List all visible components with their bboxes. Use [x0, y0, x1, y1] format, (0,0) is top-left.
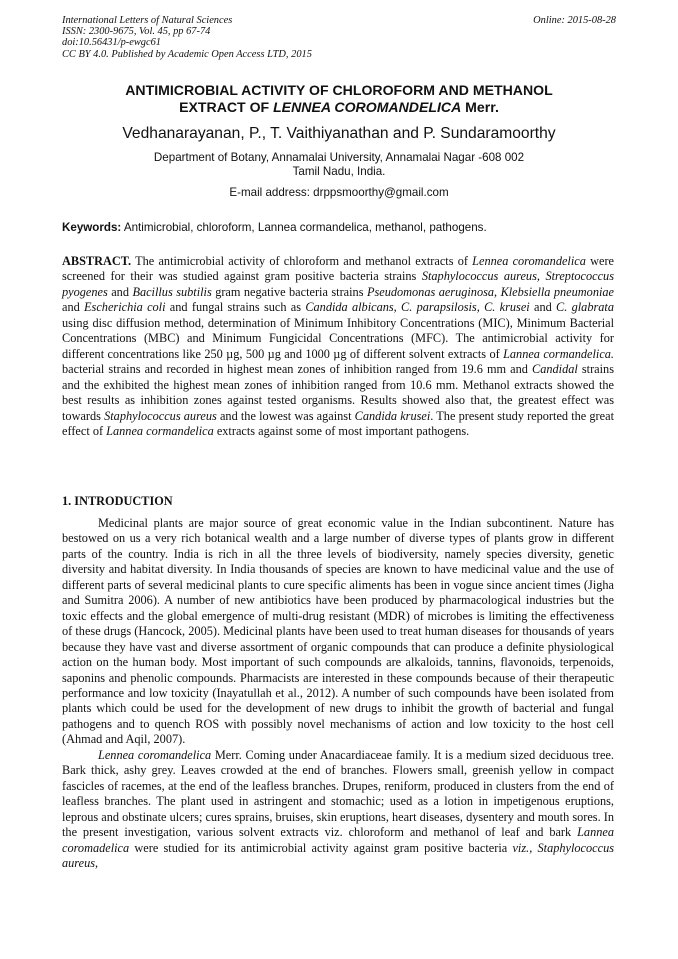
email-address: E-mail address: drppsmoorthy@gmail.com [229, 186, 449, 199]
paragraph-text: were studied for its antimicrobial activity against gram positive bacteria [129, 840, 513, 855]
title-prefix: EXTRACT OF [179, 99, 274, 115]
keywords-text: Antimicrobial, chloroform, Lannea cormandelica, methanol, pathogens. [121, 221, 487, 234]
species-name: Lannea coromadelica [62, 825, 614, 855]
title-suffix: Merr. [461, 99, 499, 115]
species-name: Pseudomonas aeruginosa, Klebsiella pneumoniae [366, 284, 614, 299]
abstract-text: were screened for their was studied against gram positive bacteria strains [62, 254, 614, 284]
abstract-text: and [107, 284, 133, 299]
abstract-text: gram negative bacteria strains [211, 284, 367, 299]
abstract-text: and [529, 300, 557, 315]
affiliation-line-2: Tamil Nadu, India. [292, 165, 386, 179]
paragraph-text: Merr. Coming under Anacardiaceae family. It is a medium sized deciduous tree. Bark thick, ashy grey. Leaves crowded at the end of branches. Flowers small, greenish yellow in compact fascicles of racemes, at the end of the leafless branches. Drupes, reniform, produced in clusters from the end of leafless branches. The plant used in astringent and stomachic; used as a lotion in impetigenous eruptions, leprous and obstinate ulcers; cures sprains, bruises, skin eruptions, heart diseases, dysentery and mouth sores. In the present investigation, various solvent extracts viz. chloroform and methanol of leaf and bark [62, 747, 614, 840]
title-line-1: ANTIMICROBIAL ACTIVITY OF CHLOROFORM AND METHANOL [125, 82, 553, 98]
affiliation-line-1: Department of Botany, Annamalai University, Annamalai Nagar -608 002 [153, 151, 525, 164]
abstract-text: and the lowest was against [216, 408, 355, 423]
abstract-label: ABSTRACT. [62, 254, 132, 268]
abstract-text: bacterial strains and recorded in highest mean zones of inhibition ranged from 19.6 mm and [62, 362, 533, 377]
abstract-text: using disc diffusion method, determination of Minimum Inhibitory Concentrations (MIC), Minimum Bacterial Concentrations (MBC) and Minimum Fungicidal Concentrations (MFC). The antimicrobial activity for different concentrations like 250 µg, 500 µg and 1000 µg of different solvent extracts of [62, 315, 614, 361]
paper-title [62, 82, 616, 116]
species-name: C. glabrata [556, 300, 614, 315]
license-line: CC BY 4.0. Published by Academic Open Access LTD, 2015 [62, 48, 312, 60]
abstract-text: and fungal strains such as [165, 300, 306, 315]
species-name: Staphylococcus aureus [104, 408, 217, 423]
species-name: Bacillus subtilis [132, 284, 212, 299]
issn-line: ISSN: 2300-9675, Vol. 45, pp 67-74 [62, 26, 211, 38]
abstract-text: . The present study reported the great effect of [62, 408, 614, 438]
title-species: LENNEA COROMANDELICA [273, 99, 462, 115]
abstract-text: The antimicrobial activity of chloroform and methanol extracts of [131, 254, 473, 268]
journal-name: International Letters of Natural Sciences [62, 15, 233, 26]
species-name: Lennea coromandelica [98, 747, 212, 762]
species-name: viz., Staphylococcus aureus, [62, 840, 614, 870]
keywords-label: Keywords: [62, 221, 122, 234]
intro-paragraph-2 [62, 748, 614, 872]
abstract [62, 254, 614, 439]
author-list: Vedhanarayanan, P., T. Vaithiyanathan and P. Sundaramoorthy [122, 125, 556, 142]
species-name: Candida krusei [354, 408, 431, 423]
species-name: Lennea coromandelica [472, 254, 586, 268]
abstract-text: and [62, 300, 85, 315]
species-name: Candidal [532, 362, 578, 377]
introduction-body [62, 516, 614, 871]
doi-line: doi:10.56431/p-ewgc61 [62, 37, 161, 49]
species-name: Escherichia coli [84, 300, 166, 315]
keywords [62, 221, 616, 235]
title-line-2 [62, 99, 616, 116]
species-name: Candida albicans, C. parapsilosis, C. krusei [305, 300, 530, 315]
abstract-text: strains and the exhibited the highest mean zones of inhibition ranged from 10.6 mm. Methanol extracts showed the best results as inhibition zones against tested organisms. Results showed also that, the greatest effect was towards [62, 362, 614, 423]
intro-paragraph-1: Medicinal plants are major source of great economic value in the Indian subcontinent. Nature has bestowed on us a very rich botanical wealth and a large number of diverse types of plants grow in different parts of the country. India is rich in all the three levels of biodiversity, namely species diversity, genetic diversity and habitat diversity. In India thousands of species are known to have medicinal value and the use of different parts of several medicinal plants to cure specific aliments has been in vogue since ancient times (Jigha and Sumitra 2006). A number of new antibiotics have been produced by pharmacological industries but the toxic effects and the global emergence of multi-drug resistant (MDR) of microbes is limiting the effectiveness of these drugs (Hancock, 2005). Medicinal plants have been used to treat human diseases for thousands of years because they have vast and diverse assortment of organic compounds that can produce a definite physiological action on the human body. Most important of such compounds are alkaloids, tannins, flavonoids, terpenoids, saponins and phenolic compounds. Pharmacists are interested in these compounds because of their therapeutic performance and low toxicity (Inayatullah et al., 2012). A number of such compounds have been isolated from plants which could be used for the development of new drugs to inhibit the growth of bacterial and fungal pathogens and to quench ROS with possibly novel mechanisms of action and low toxicity to the host cell (Ahmad and Aqil, 2007). [62, 516, 614, 747]
species-name: Lannea cormandelica [106, 423, 214, 438]
species-name: Lannea cormandelica. [503, 346, 615, 361]
abstract-text: extracts against some of most important pathogens. [213, 423, 470, 438]
journal-header [62, 15, 616, 60]
species-name: Staphylococcus aureus, Streptococcus pyogenes [62, 269, 614, 299]
affiliation [62, 151, 616, 180]
section-heading-introduction: 1. INTRODUCTION [62, 494, 173, 508]
online-date: Online: 2015-08-28 [533, 15, 616, 26]
